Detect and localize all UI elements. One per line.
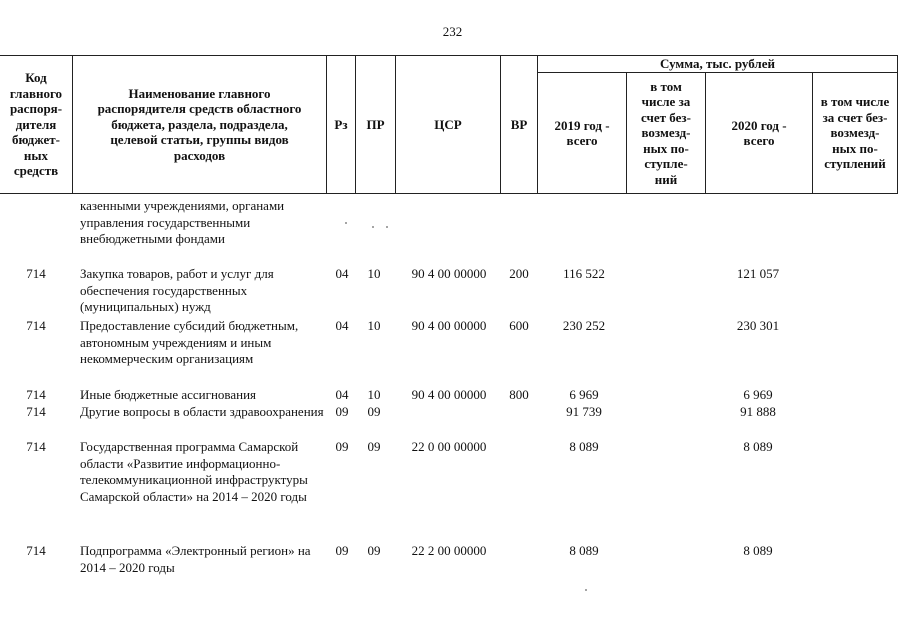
table-row-2020: 230 301 [736,318,780,333]
table-row-code: 714 [26,266,46,281]
table-row-csr: 90 4 00 00000 [411,266,487,281]
header-name-text: Наименование главного распорядителя средств областного бюджета, раздела, подраздела, целевой статьи, группы видов расходов [97,85,302,163]
table-row-2020: 8 089 [743,439,773,454]
table-row-name: Предоставление субсидий бюджетным, автономным учреждениям и иным некоммерческим организациям [80,318,299,367]
header-sum-title: Сумма, тыс. рублей [660,56,775,72]
table-row-name: Подпрограмма «Электронный регион» на 2014 – 2020 годы [80,543,311,575]
table-row-rz: 04 [335,318,349,333]
scan-speck [345,222,347,224]
table-row-code: 714 [26,543,46,558]
table-row-rz: 09 [335,404,349,419]
table-row-rz: 09 [335,439,349,454]
table-row-name: Другие вопросы в области здравоохранения [80,404,324,419]
table-row-vr: 200 [509,266,529,281]
scan-speck [372,226,374,228]
table-row-2020: 91 888 [740,404,776,419]
table-row-2019: 91 739 [566,404,602,419]
table-row-pr: 09 [367,439,381,454]
header-code-text: Код главного распоря- дителя бюджет- ных средств [9,70,63,179]
header-2019-grants: в том числе за счет без- возмезд- ных по- ступле- ний [641,78,691,187]
table-row-csr: 90 4 00 00000 [411,387,487,402]
header-code [0,56,72,193]
table-row-rz: 04 [335,266,349,281]
scan-speck [585,589,587,591]
header-pr: ПР [366,116,385,132]
header-bottom-border [0,193,898,194]
table-row-name: Государственная программа Самарской области «Развитие информационно-телекоммуникационной инфраструктуры Самарской области» на 2014 – 2020 годы [80,439,308,504]
table-row-rz: 04 [335,387,349,402]
table-row-code: 714 [26,439,46,454]
table-row-vr: 800 [509,387,529,402]
table-row-pr: 10 [367,318,381,333]
table-row-pr: 10 [367,266,381,281]
table-row-code: 714 [26,318,46,333]
table-row-2019: 8 089 [569,543,599,558]
table-row-csr: 90 4 00 00000 [411,318,487,333]
table-row-rz: 09 [335,543,349,558]
table-row-2019: 116 522 [563,266,605,281]
table-row-csr: 22 2 00 00000 [411,543,487,558]
header-2020-grants: в том числе за счет без- возмезд- ных по- ступлений [820,94,890,172]
table-row-2020: 121 057 [736,266,780,281]
table-row-name: Закупка товаров, работ и услуг для обеспечения государственных (муниципальных) нужд [80,266,274,315]
header-2019-total: 2019 год - всего [554,117,610,148]
table-row-name: Иные бюджетные ассигнования [80,387,257,402]
table-row-2019: 8 089 [569,439,599,454]
page-number: 232 [442,24,463,39]
table-row-vr: 600 [509,318,529,333]
table-row-csr: 22 0 00 00000 [411,439,487,454]
scan-speck [386,226,388,228]
table-row-pr: 09 [367,404,381,419]
header-csr: ЦСР [434,116,462,132]
header-name [73,56,326,193]
header-vr: ВР [510,116,528,132]
table-row-2020: 6 969 [743,387,773,402]
table-row-2020: 8 089 [743,543,773,558]
table-row-pr: 10 [367,387,381,402]
header-2020-total: 2020 год - всего [731,117,787,148]
table-row-name: казенными учреждениями, органами управления государственными внебюджетными фондами [80,198,285,247]
table-row-code: 714 [26,387,46,402]
header-rz: Рз [334,116,348,132]
table-row-2019: 230 252 [562,318,606,333]
table-row-code: 714 [26,404,46,419]
table-row-pr: 09 [367,543,381,558]
table-row-2019: 6 969 [569,387,599,402]
